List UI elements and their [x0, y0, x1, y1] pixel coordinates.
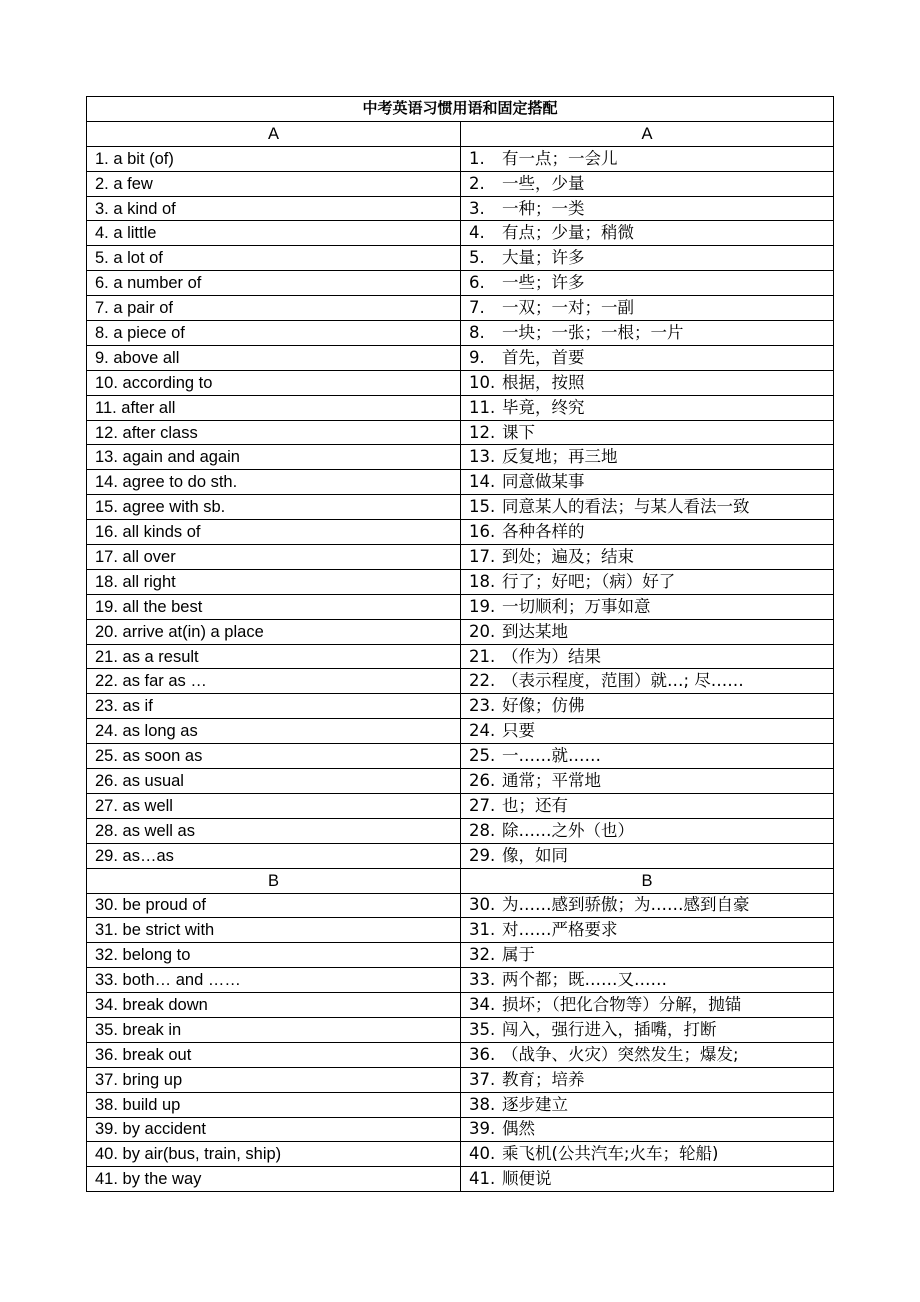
- phrase-zh-cell: [461, 694, 834, 719]
- phrase-zh-cell: [461, 893, 834, 918]
- phrase-zh-cell: [461, 545, 834, 570]
- phrase-zh-cell: [461, 520, 834, 545]
- phrase-zh-cell: [461, 818, 834, 843]
- phrase-en: 2. a few: [87, 171, 461, 196]
- section-header-row: [87, 868, 834, 893]
- phrase-zh: 根据，按照: [502, 372, 585, 392]
- table-row: [87, 1092, 834, 1117]
- phrase-zh: 有一点；一会儿: [502, 148, 618, 168]
- phrase-number: 27.: [469, 795, 496, 815]
- phrase-zh-cell: [461, 719, 834, 744]
- phrase-number: 4.: [469, 223, 485, 243]
- table-row: [87, 918, 834, 943]
- phrase-zh-cell: [461, 1117, 834, 1142]
- phrase-number: 12.: [469, 422, 496, 442]
- phrase-number: 41.: [469, 1169, 496, 1189]
- table-row: [87, 644, 834, 669]
- phrase-number: 2.: [469, 173, 485, 193]
- phrase-en: 14. agree to do sth.: [87, 470, 461, 495]
- phrase-zh-cell: [461, 744, 834, 769]
- phrase-en: 25. as soon as: [87, 744, 461, 769]
- phrase-zh-cell: [461, 769, 834, 794]
- phrase-zh: 各种各样的: [502, 522, 585, 542]
- phrase-zh: 对……严格要求: [502, 920, 618, 940]
- table-row: [87, 619, 834, 644]
- phrase-zh-cell: [461, 1167, 834, 1192]
- phrase-number: 30.: [469, 895, 496, 915]
- table-row: [87, 495, 834, 520]
- phrase-zh: 损坏；（把化合物等）分解，抛锚: [502, 995, 742, 1014]
- phrase-zh: 同意做某事: [502, 472, 585, 492]
- phrase-number: 33.: [469, 970, 496, 990]
- phrase-number: 23.: [469, 696, 496, 716]
- table-row: [87, 694, 834, 719]
- phrase-number: 22.: [469, 671, 496, 691]
- section-letter-en: A: [87, 121, 461, 146]
- phrase-number: 8.: [469, 322, 485, 342]
- phrase-number: 15.: [469, 497, 496, 517]
- phrase-number: 24.: [469, 721, 496, 741]
- phrase-number: 18.: [469, 571, 496, 591]
- phrase-number: 31.: [469, 920, 496, 940]
- phrase-zh-cell: [461, 470, 834, 495]
- phrase-zh-cell: [461, 271, 834, 296]
- phrase-zh: 逐步建立: [502, 1094, 568, 1114]
- table-row: [87, 719, 834, 744]
- phrase-en: 3. a kind of: [87, 196, 461, 221]
- phrase-en: 8. a piece of: [87, 321, 461, 346]
- phrase-zh: 一种；一类: [502, 198, 585, 218]
- phrase-en: 18. all right: [87, 569, 461, 594]
- table-row: [87, 545, 834, 570]
- phrase-number: 1.: [469, 148, 485, 168]
- table-row: [87, 1042, 834, 1067]
- phrase-number: 39.: [469, 1119, 496, 1139]
- phrase-zh-cell: [461, 146, 834, 171]
- table-row: [87, 246, 834, 271]
- table-row: [87, 993, 834, 1018]
- section-letter-zh: A: [461, 121, 834, 146]
- phrase-en: 4. a little: [87, 221, 461, 246]
- phrase-zh-cell: [461, 669, 834, 694]
- phrase-zh-cell: [461, 395, 834, 420]
- phrase-en: 20. arrive at(in) a place: [87, 619, 461, 644]
- phrase-zh: 属于: [502, 945, 535, 965]
- table-row: [87, 893, 834, 918]
- phrase-zh-cell: [461, 594, 834, 619]
- phrase-en: 6. a number of: [87, 271, 461, 296]
- phrase-number: 10.: [469, 372, 496, 392]
- phrase-en: 35. break in: [87, 1017, 461, 1042]
- phrase-zh-cell: [461, 1042, 834, 1067]
- phrase-number: 13.: [469, 447, 496, 467]
- phrase-en: 26. as usual: [87, 769, 461, 794]
- phrase-number: 17.: [469, 546, 496, 566]
- phrase-en: 15. agree with sb.: [87, 495, 461, 520]
- phrase-zh: 乘飞机(公共汽车;火车；轮船): [502, 1144, 719, 1164]
- phrase-number: 29.: [469, 845, 496, 865]
- phrase-zh: 一块；一张；一根；一片: [502, 322, 684, 342]
- phrase-number: 25.: [469, 746, 496, 766]
- phrase-number: 19.: [469, 596, 496, 616]
- table-row: [87, 395, 834, 420]
- table-row: [87, 669, 834, 694]
- table-row: [87, 370, 834, 395]
- phrase-zh-cell: [461, 993, 834, 1018]
- table-row: [87, 968, 834, 993]
- phrase-en: 40. by air(bus, train, ship): [87, 1142, 461, 1167]
- phrase-zh: 同意某人的看法；与某人看法一致: [502, 497, 750, 517]
- table-row: [87, 470, 834, 495]
- phrase-zh: 反复地；再三地: [502, 447, 618, 467]
- table-row: [87, 1067, 834, 1092]
- phrase-zh: 首先，首要: [502, 347, 585, 367]
- phrase-en: 17. all over: [87, 545, 461, 570]
- phrase-number: 11.: [469, 397, 496, 417]
- phrase-zh: （表示程度，范围）就…; 尽……: [502, 671, 744, 691]
- phrase-number: 38.: [469, 1094, 496, 1114]
- phrase-zh: 大量；许多: [502, 248, 585, 268]
- phrase-zh-cell: [461, 1067, 834, 1092]
- title-row: [87, 97, 834, 122]
- phrase-zh: 一……就……: [502, 746, 601, 766]
- phrase-number: 16.: [469, 522, 496, 542]
- table-title: 中考英语习惯用语和固定搭配: [87, 97, 834, 122]
- section-letter-zh: B: [461, 868, 834, 893]
- table-row: [87, 221, 834, 246]
- phrase-number: 14.: [469, 472, 496, 492]
- table-row: [87, 296, 834, 321]
- phrase-zh-cell: [461, 420, 834, 445]
- table-row: [87, 818, 834, 843]
- phrase-en: 24. as long as: [87, 719, 461, 744]
- phrase-en: 29. as…as: [87, 843, 461, 868]
- table-row: [87, 744, 834, 769]
- table-row: [87, 196, 834, 221]
- phrase-zh: 课下: [502, 422, 535, 442]
- phrase-en: 39. by accident: [87, 1117, 461, 1142]
- phrase-en: 27. as well: [87, 793, 461, 818]
- phrase-en: 34. break down: [87, 993, 461, 1018]
- phrase-en: 21. as a result: [87, 644, 461, 669]
- phrase-en: 10. according to: [87, 370, 461, 395]
- phrase-zh: 到处；遍及；结束: [502, 546, 634, 566]
- phrase-zh-cell: [461, 793, 834, 818]
- phrase-zh: 两个都；既……又……: [502, 970, 667, 990]
- phrase-zh-cell: [461, 196, 834, 221]
- phrase-zh: 像，如同: [502, 845, 568, 865]
- phrase-en: 13. again and again: [87, 445, 461, 470]
- phrase-en: 37. bring up: [87, 1067, 461, 1092]
- phrase-en: 36. break out: [87, 1042, 461, 1067]
- phrase-number: 28.: [469, 820, 496, 840]
- phrase-zh-cell: [461, 968, 834, 993]
- table-body: [87, 121, 834, 1191]
- phrase-zh-cell: [461, 246, 834, 271]
- phrase-zh-cell: [461, 843, 834, 868]
- phrase-number: 36.: [469, 1044, 496, 1064]
- table-row: [87, 321, 834, 346]
- phrase-zh: 一些；许多: [502, 273, 585, 293]
- phrase-en: 38. build up: [87, 1092, 461, 1117]
- table-row: [87, 146, 834, 171]
- phrase-zh-cell: [461, 221, 834, 246]
- phrase-zh-cell: [461, 619, 834, 644]
- phrase-number: 5.: [469, 248, 485, 268]
- phrase-zh: 有点；少量；稍微: [502, 223, 634, 243]
- table-row: [87, 569, 834, 594]
- phrase-zh: 一双；一对；一副: [502, 298, 634, 318]
- phrase-en: 23. as if: [87, 694, 461, 719]
- phrase-number: 3.: [469, 198, 485, 218]
- phrase-zh: 顺便说: [502, 1169, 552, 1189]
- table-row: [87, 445, 834, 470]
- phrase-zh: 好像；仿佛: [502, 696, 585, 716]
- table-row: [87, 1142, 834, 1167]
- phrase-en: 11. after all: [87, 395, 461, 420]
- phrase-en: 30. be proud of: [87, 893, 461, 918]
- table-row: [87, 171, 834, 196]
- phrase-zh: 一切顺利；万事如意: [502, 596, 651, 616]
- phrase-zh-cell: [461, 296, 834, 321]
- phrase-zh-cell: [461, 918, 834, 943]
- phrase-number: 40.: [469, 1144, 496, 1164]
- phrase-en: 28. as well as: [87, 818, 461, 843]
- phrase-number: 32.: [469, 945, 496, 965]
- phrase-zh-cell: [461, 321, 834, 346]
- phrase-en: 16. all kinds of: [87, 520, 461, 545]
- table-row: [87, 420, 834, 445]
- table-row: [87, 769, 834, 794]
- phrase-zh-cell: [461, 569, 834, 594]
- phrase-zh: 一些，少量: [502, 173, 585, 193]
- phrase-en: 22. as far as …: [87, 669, 461, 694]
- phrase-zh-cell: [461, 370, 834, 395]
- phrase-zh-cell: [461, 1017, 834, 1042]
- phrase-zh: 只要: [502, 721, 535, 741]
- phrase-number: 37.: [469, 1069, 496, 1089]
- table-row: [87, 271, 834, 296]
- table-row: [87, 843, 834, 868]
- phrase-zh-cell: [461, 1092, 834, 1117]
- phrase-en: 1. a bit (of): [87, 146, 461, 171]
- phrase-en: 7. a pair of: [87, 296, 461, 321]
- table-row: [87, 594, 834, 619]
- phrase-zh: 为……感到骄傲；为……感到自豪: [502, 895, 750, 915]
- phrase-en: 32. belong to: [87, 943, 461, 968]
- section-letter-en: B: [87, 868, 461, 893]
- phrase-zh: 教育；培养: [502, 1069, 585, 1089]
- phrase-number: 34.: [469, 995, 496, 1014]
- phrase-en: 31. be strict with: [87, 918, 461, 943]
- phrase-zh-cell: [461, 943, 834, 968]
- table-row: [87, 520, 834, 545]
- phrase-zh-cell: [461, 445, 834, 470]
- phrase-zh: 也；还有: [502, 795, 568, 815]
- phrase-table: [86, 96, 834, 1192]
- phrase-zh: 闯入，强行进入，插嘴，打断: [502, 1019, 717, 1039]
- phrase-en: 12. after class: [87, 420, 461, 445]
- phrase-number: 9.: [469, 347, 485, 367]
- phrase-number: 7.: [469, 298, 485, 318]
- phrase-zh: 通常；平常地: [502, 770, 601, 790]
- phrase-zh: 偶然: [502, 1119, 535, 1139]
- phrase-zh: （战争、火灾）突然发生；爆发;: [502, 1044, 739, 1064]
- table-row: [87, 1117, 834, 1142]
- table-row: [87, 345, 834, 370]
- phrase-zh: 到达某地: [502, 621, 568, 641]
- phrase-zh-cell: [461, 171, 834, 196]
- phrase-zh-cell: [461, 345, 834, 370]
- phrase-zh: （作为）结果: [502, 646, 601, 666]
- section-header-row: [87, 121, 834, 146]
- table-row: [87, 1167, 834, 1192]
- phrase-number: 20.: [469, 621, 496, 641]
- phrase-en: 19. all the best: [87, 594, 461, 619]
- phrase-en: 41. by the way: [87, 1167, 461, 1192]
- table-row: [87, 793, 834, 818]
- phrase-zh: 行了；好吧；（病）好了: [502, 571, 676, 591]
- phrase-zh-cell: [461, 644, 834, 669]
- phrase-zh-cell: [461, 495, 834, 520]
- phrase-zh-cell: [461, 1142, 834, 1167]
- phrase-zh: 毕竟，终究: [502, 397, 585, 417]
- phrase-en: 5. a lot of: [87, 246, 461, 271]
- phrase-zh: 除……之外（也）: [502, 820, 634, 840]
- phrase-en: 33. both… and ……: [87, 968, 461, 993]
- phrase-number: 21.: [469, 646, 496, 666]
- phrase-number: 35.: [469, 1019, 496, 1039]
- table-row: [87, 1017, 834, 1042]
- phrase-number: 6.: [469, 273, 485, 293]
- phrase-number: 26.: [469, 770, 496, 790]
- table-row: [87, 943, 834, 968]
- phrase-en: 9. above all: [87, 345, 461, 370]
